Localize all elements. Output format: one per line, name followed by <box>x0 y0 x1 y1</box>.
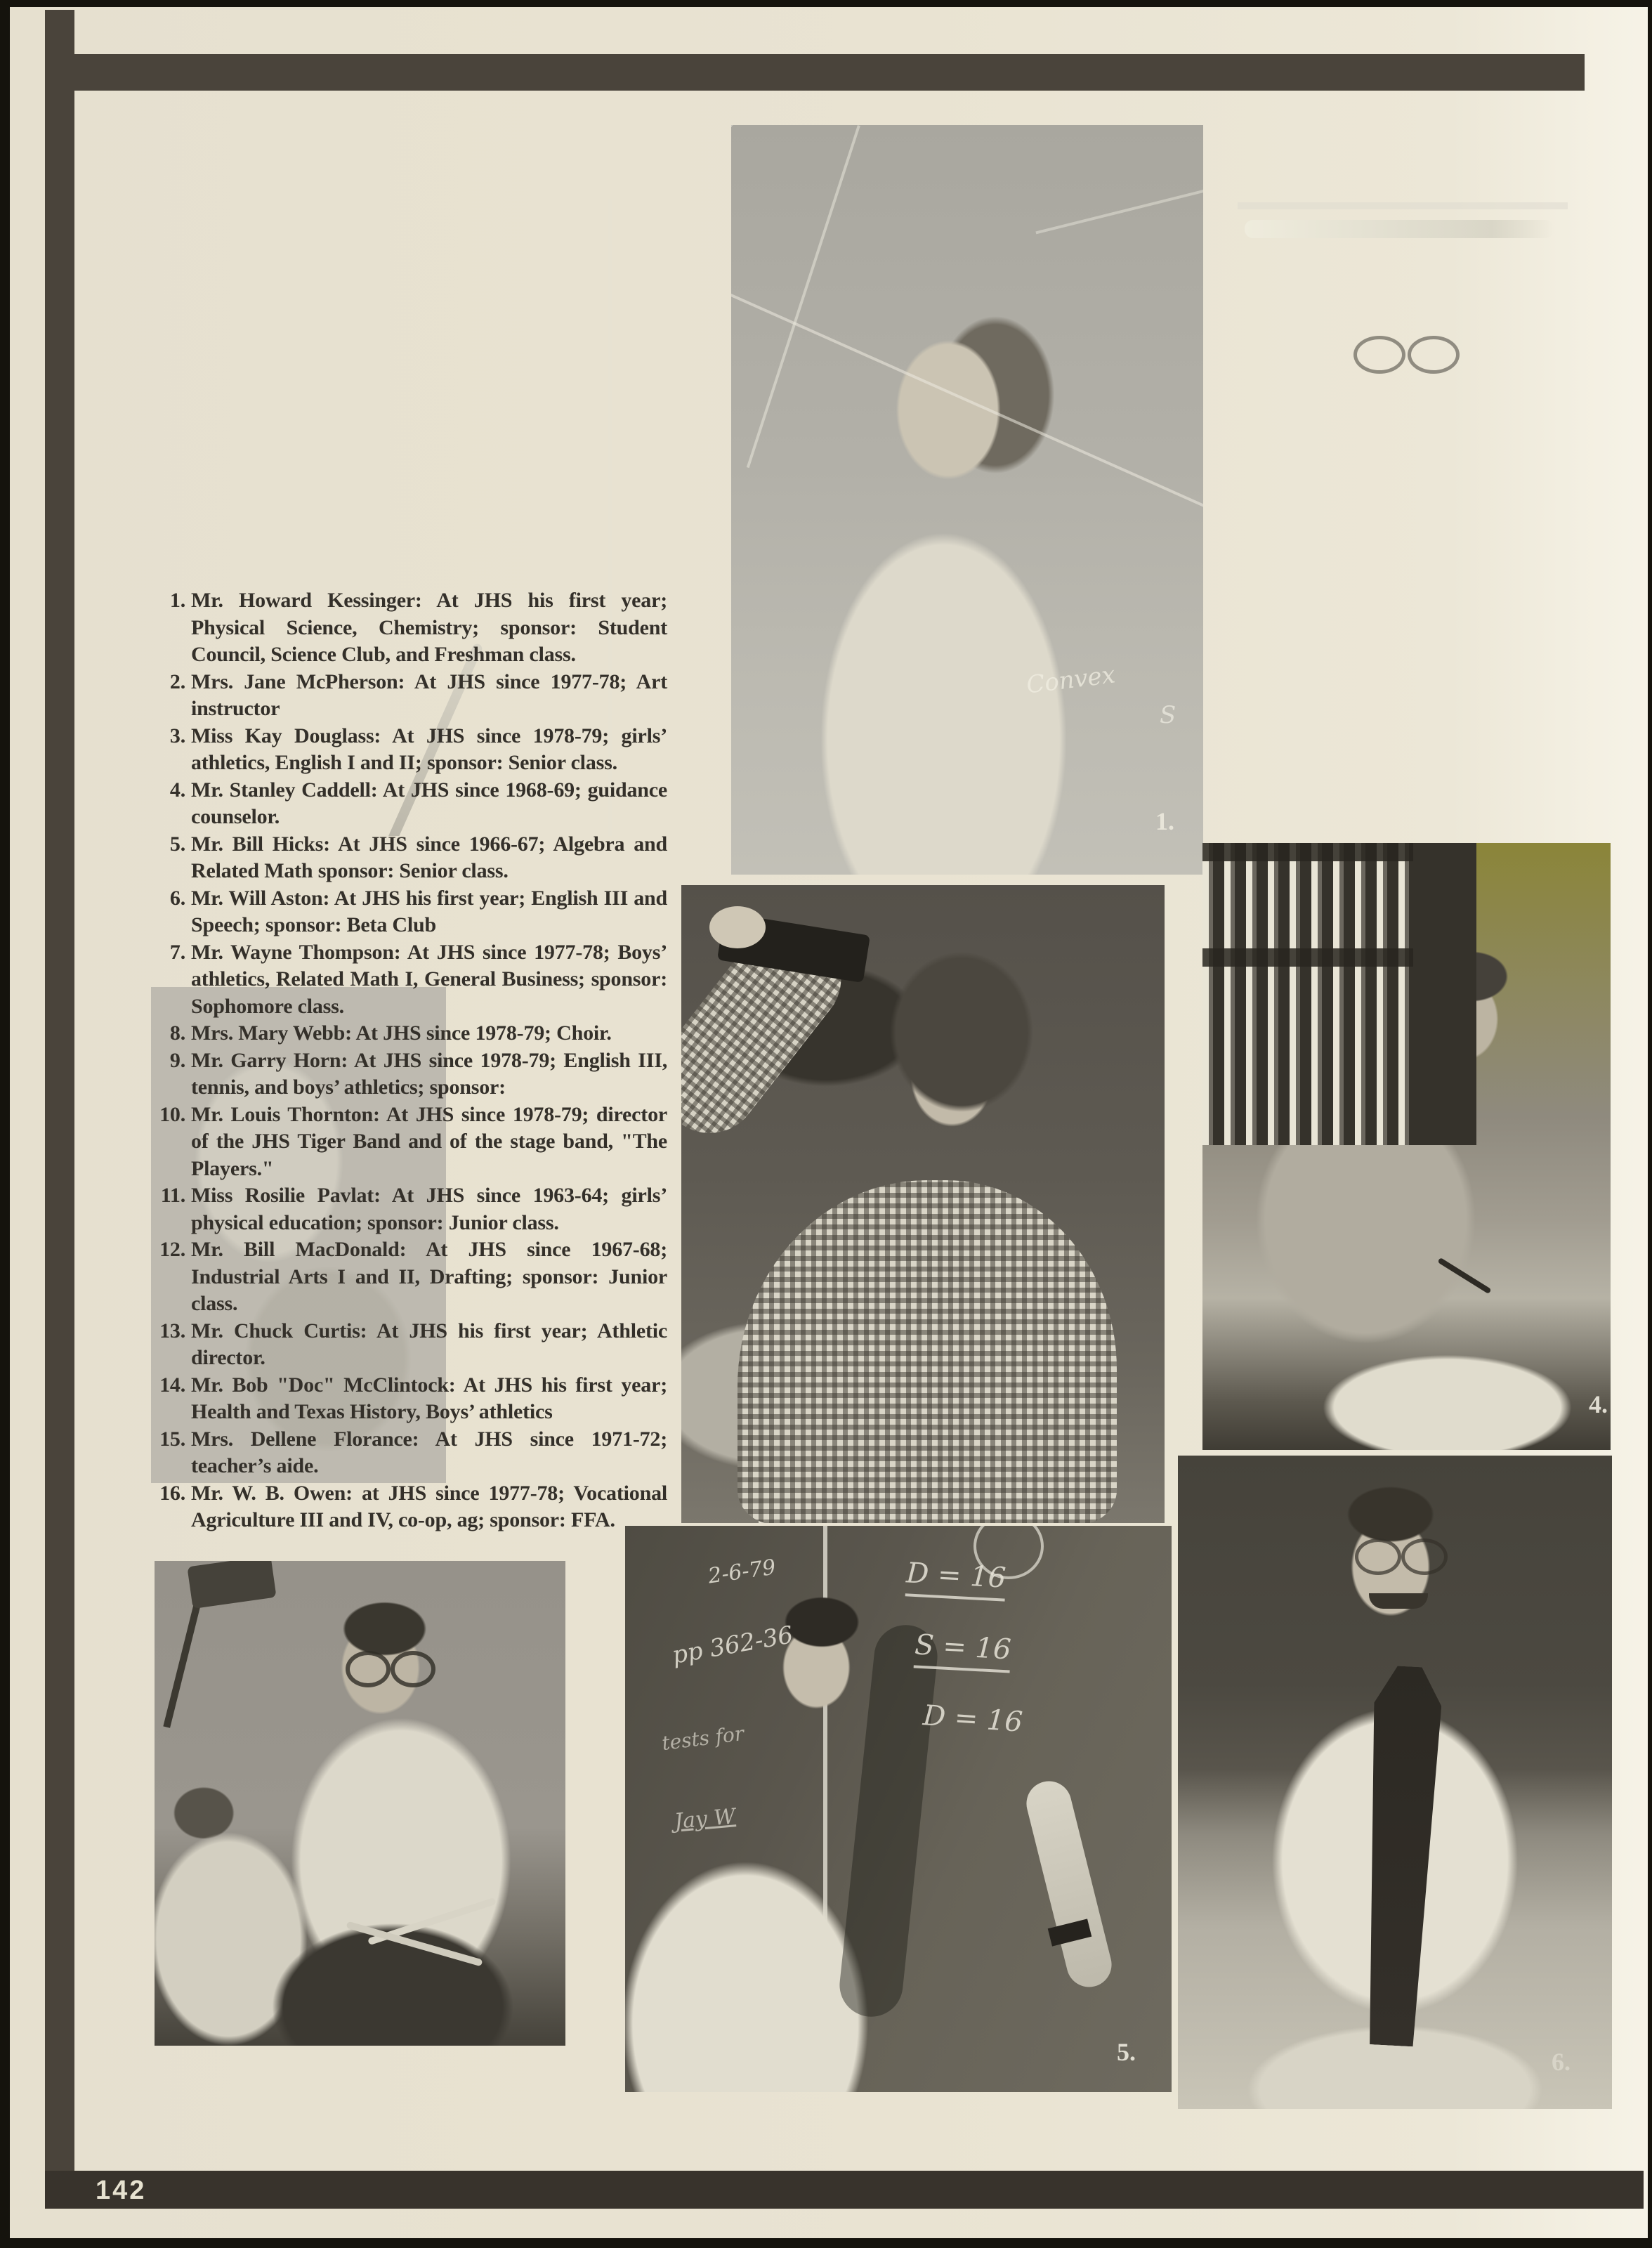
frame-bottom-bar <box>45 2171 1644 2209</box>
faculty-list-item <box>156 1102 667 1183</box>
item-number: 3. <box>169 724 185 747</box>
item-number: 9. <box>169 1048 185 1072</box>
item-number: 5. <box>169 832 185 856</box>
item-number: 10. <box>159 1102 185 1126</box>
photo-woman-portrait <box>1202 125 1612 842</box>
item-text: Mrs. Jane McPherson: At JHS since 1977-78; Art instructor <box>191 669 667 720</box>
chalk-equation: S = 16 <box>914 1628 1012 1673</box>
chalk-word: S <box>1160 701 1176 729</box>
glasses-icon <box>391 1651 435 1687</box>
frame-top-bar <box>74 54 1585 91</box>
chalk-line-shape <box>731 294 1203 565</box>
item-number: 1. <box>169 589 185 612</box>
item-number: 4. <box>169 778 185 802</box>
raised-arm-shape <box>1022 1777 1117 1992</box>
item-text: Mr. Will Aston: At JHS his first year; English III and Speech; sponsor: Beta Club <box>191 886 667 936</box>
glasses-icon <box>1353 336 1405 374</box>
faculty-list-item <box>156 777 667 831</box>
chalk-line-shape <box>747 125 860 468</box>
pen-shape <box>1437 1257 1491 1294</box>
photo-gingham-woman <box>681 885 1165 1523</box>
mustache-shape <box>1369 1593 1428 1609</box>
item-text: Mr. W. B. Owen: at JHS since 1977-78; Vocational Agriculture III and IV, co-op, ag; sponsor: FFA. <box>191 1481 667 1531</box>
chalk-pages: pp 362-36 <box>669 1621 796 1670</box>
photo-desk-tie-man <box>1178 1456 1612 2109</box>
photo-label-1: 1. <box>1155 807 1174 835</box>
item-text: Mrs. Mary Webb: At JHS since 1978-79; Choir. <box>191 1021 612 1045</box>
chalk-word: Convex <box>1025 660 1117 700</box>
item-number: 15. <box>159 1427 185 1451</box>
glasses-icon <box>1355 1538 1401 1575</box>
faculty-list-item <box>156 1182 667 1236</box>
faculty-list-item <box>156 723 667 777</box>
glasses-icon <box>1408 336 1460 374</box>
item-number: 8. <box>169 1021 185 1045</box>
hand-shape <box>709 906 766 948</box>
necktie-shape <box>1356 1665 1443 2047</box>
glasses-icon <box>346 1651 391 1687</box>
item-text: Mr. Bob "Doc" McClintock: At JHS his first year; Health and Texas History, Boys’ athletics <box>191 1373 667 1423</box>
faculty-list <box>156 587 667 1534</box>
chalk-signature: Jay W <box>673 1804 737 1834</box>
item-text: Mrs. Dellene Florance: At JHS since 1971-72; teacher’s aide. <box>191 1427 667 1477</box>
photo-chalkboard-portrait <box>731 125 1203 875</box>
chalk-equation: D = 16 <box>905 1557 1007 1601</box>
item-text: Mr. Chuck Curtis: At JHS his first year; Athletic director. <box>191 1319 667 1369</box>
bookshelf-shape <box>1202 843 1413 1145</box>
item-number: 6. <box>169 886 185 910</box>
item-text: Miss Kay Douglass: At JHS since 1978-79; girls’ athletics, English I and II; sponsor: Senior class. <box>191 724 667 774</box>
faculty-list-item <box>156 1426 667 1480</box>
item-number: 13. <box>159 1319 185 1342</box>
chalk-line-shape <box>1035 188 1203 235</box>
item-text: Mr. Garry Horn: At JHS since 1978-79; English III, tennis, and boys’ athletics; sponsor: <box>191 1048 667 1099</box>
photo-chalkboard-teaching <box>625 1526 1172 2092</box>
faculty-list-item <box>156 1480 667 1534</box>
faculty-list-item <box>156 939 667 1021</box>
faculty-list-item <box>156 587 667 669</box>
shadow-shape <box>837 1622 940 2020</box>
faculty-list-item <box>156 831 667 885</box>
faculty-list-item <box>156 885 667 939</box>
item-number: 12. <box>159 1238 185 1261</box>
faculty-list-item <box>156 1372 667 1426</box>
shelf-shadow-shape <box>1413 843 1476 1145</box>
item-text: Mr. Stanley Caddell: At JHS since 1968-69; guidance counselor. <box>191 778 667 828</box>
camera-shape <box>187 1561 276 1609</box>
faculty-list-item <box>156 1047 667 1102</box>
item-text: Mr. Howard Kessinger: At JHS his first year; Physical Science, Chemistry; sponsor: Student Council, Science Club, and Freshman class. <box>191 589 667 666</box>
photo-desk-writing <box>1202 843 1611 1450</box>
item-text: Miss Rosilie Pavlat: At JHS since 1963-64; girls’ physical education; sponsor: Junior class. <box>191 1184 667 1234</box>
item-text: Mr. Wayne Thompson: At JHS since 1977-78; Boys’ athletics, Related Math I, General Business; sponsor: Sophomore class. <box>191 940 667 1018</box>
item-number: 11. <box>160 1184 185 1207</box>
photo-drummer <box>155 1561 565 2046</box>
fluorescent-light-shape <box>1245 220 1554 238</box>
chalk-note: tests for <box>660 1721 745 1756</box>
chalk-equation: D = 16 <box>922 1699 1024 1739</box>
glasses-icon <box>1401 1538 1448 1575</box>
item-text: Mr. Bill Hicks: At JHS since 1966-67; Algebra and Related Math sponsor: Senior class. <box>191 832 667 882</box>
item-number: 7. <box>169 940 185 964</box>
photo-label-5: 5. <box>1117 2038 1136 2066</box>
frame-left-bar <box>45 10 74 2207</box>
photo-label-4: 4. <box>1589 1390 1608 1418</box>
photo-label-6: 6. <box>1552 2048 1571 2076</box>
page-number: 142 <box>96 2176 147 2205</box>
item-text: Mr. Louis Thornton: At JHS since 1978-79; director of the JHS Tiger Band and of the stage band, "The Players." <box>191 1102 667 1180</box>
light-fixture-shape <box>1238 202 1568 209</box>
faculty-list-item <box>156 669 667 723</box>
gingham-shirt-shape <box>738 1180 1117 1523</box>
item-text: Mr. Bill MacDonald: At JHS since 1967-68; Industrial Arts I and II, Drafting; sponsor: Junior class. <box>191 1238 667 1315</box>
faculty-list-item <box>156 1236 667 1318</box>
item-number: 2. <box>169 669 185 693</box>
faculty-list-item <box>156 1020 667 1047</box>
faculty-list-item <box>156 1318 667 1372</box>
chalk-date: 2-6-79 <box>707 1555 778 1589</box>
item-number: 14. <box>159 1373 185 1397</box>
item-number: 16. <box>159 1481 185 1505</box>
